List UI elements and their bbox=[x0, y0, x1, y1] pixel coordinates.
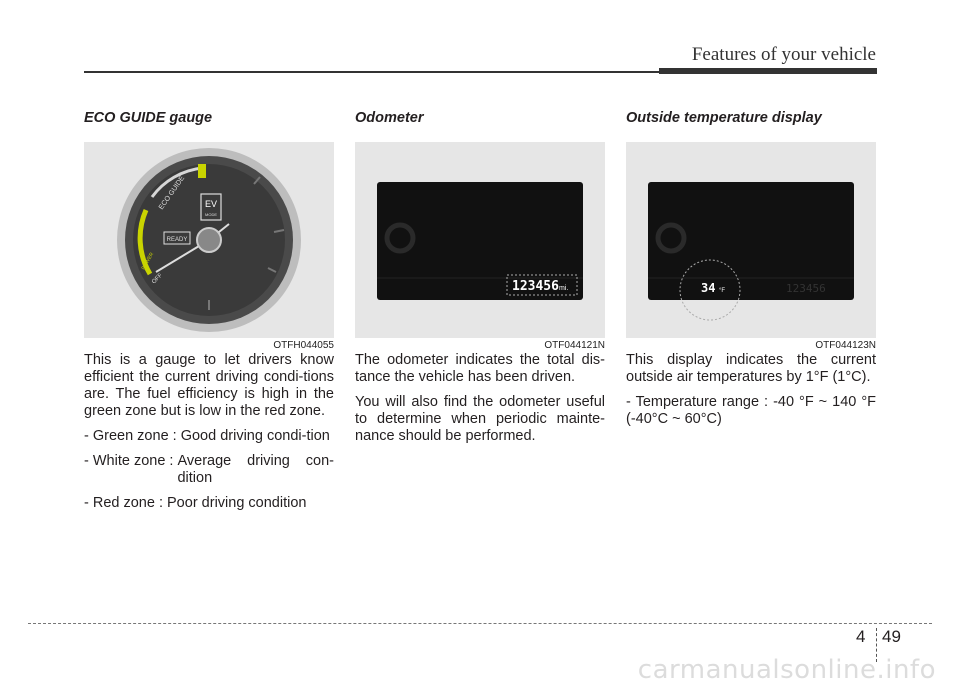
temperature-body bbox=[626, 352, 876, 428]
temperature-figure bbox=[626, 142, 876, 351]
page-number: 49 bbox=[882, 627, 901, 646]
odometer-unit: mi. bbox=[559, 285, 569, 292]
header-title: Features of your vehicle bbox=[691, 44, 876, 65]
section-title: Odometer bbox=[355, 110, 424, 126]
odometer-section bbox=[355, 110, 605, 453]
zone-desc: Poor driving condition bbox=[167, 495, 307, 511]
ev-label: EV bbox=[204, 199, 218, 209]
eco-guide-label: ECO GUIDE bbox=[157, 174, 187, 212]
ev-mode-label: MODE bbox=[205, 212, 217, 217]
odometer-faded: 123456 bbox=[786, 282, 826, 295]
header-rule bbox=[84, 71, 659, 73]
zone-item-white bbox=[84, 453, 334, 487]
figure-code: OTFH044055 bbox=[273, 340, 334, 351]
eco-gauge-illustration bbox=[84, 142, 334, 338]
section-title: ECO GUIDE gauge bbox=[84, 110, 213, 126]
chapter-number: 4 bbox=[856, 627, 866, 646]
watermark: carmanualsonline.info bbox=[637, 655, 936, 685]
zone-desc: Average driving con-dition bbox=[177, 453, 334, 486]
section-title: Outside temperature display bbox=[626, 110, 822, 126]
paragraph: This display indicates the current outside air temperatures by 1°F (1°C). bbox=[626, 352, 876, 385]
odometer-value: 123456 bbox=[512, 279, 559, 294]
power-label: POWER bbox=[140, 251, 156, 271]
zone-item-green bbox=[84, 428, 334, 445]
zone-label: - Red zone : bbox=[84, 495, 168, 511]
paragraph: You will also find the odometer useful to determine when periodic mainte-nance should be performed. bbox=[355, 394, 605, 444]
temperature-range: - Temperature range : -40 °F ~ 140 °F (-40°C ~ 60°C) bbox=[626, 394, 876, 427]
zone-label: - Green zone : bbox=[84, 428, 181, 444]
odometer-body bbox=[355, 352, 605, 445]
temperature-value: 34 bbox=[701, 281, 716, 295]
footer-rule bbox=[28, 623, 932, 624]
eco-guide-body bbox=[84, 352, 334, 512]
temperature-illustration bbox=[626, 142, 876, 338]
figure-code: OTF044123N bbox=[815, 340, 876, 351]
header-rule-accent bbox=[659, 68, 877, 74]
figure-code: OTF044121N bbox=[544, 340, 605, 351]
temperature-section bbox=[626, 110, 876, 436]
eco-guide-figure bbox=[84, 142, 334, 351]
zone-item-red bbox=[84, 495, 334, 512]
odometer-illustration bbox=[355, 142, 605, 338]
zone-desc: Good driving condi-tion bbox=[180, 428, 330, 444]
paragraph: The odometer indicates the total dis-tance the vehicle has been driven. bbox=[355, 352, 605, 385]
paragraph: This is a gauge to let drivers know efficient the current driving condi-tions are. The fuel efficiency is high in the green zone but is low in the red zone. bbox=[84, 352, 334, 419]
ready-label: READY bbox=[166, 237, 188, 243]
eco-guide-section bbox=[84, 110, 334, 520]
temperature-unit: °F bbox=[719, 288, 726, 294]
zone-label: - White zone : bbox=[84, 453, 178, 469]
odometer-figure bbox=[355, 142, 605, 351]
off-label: OFF bbox=[151, 272, 164, 286]
